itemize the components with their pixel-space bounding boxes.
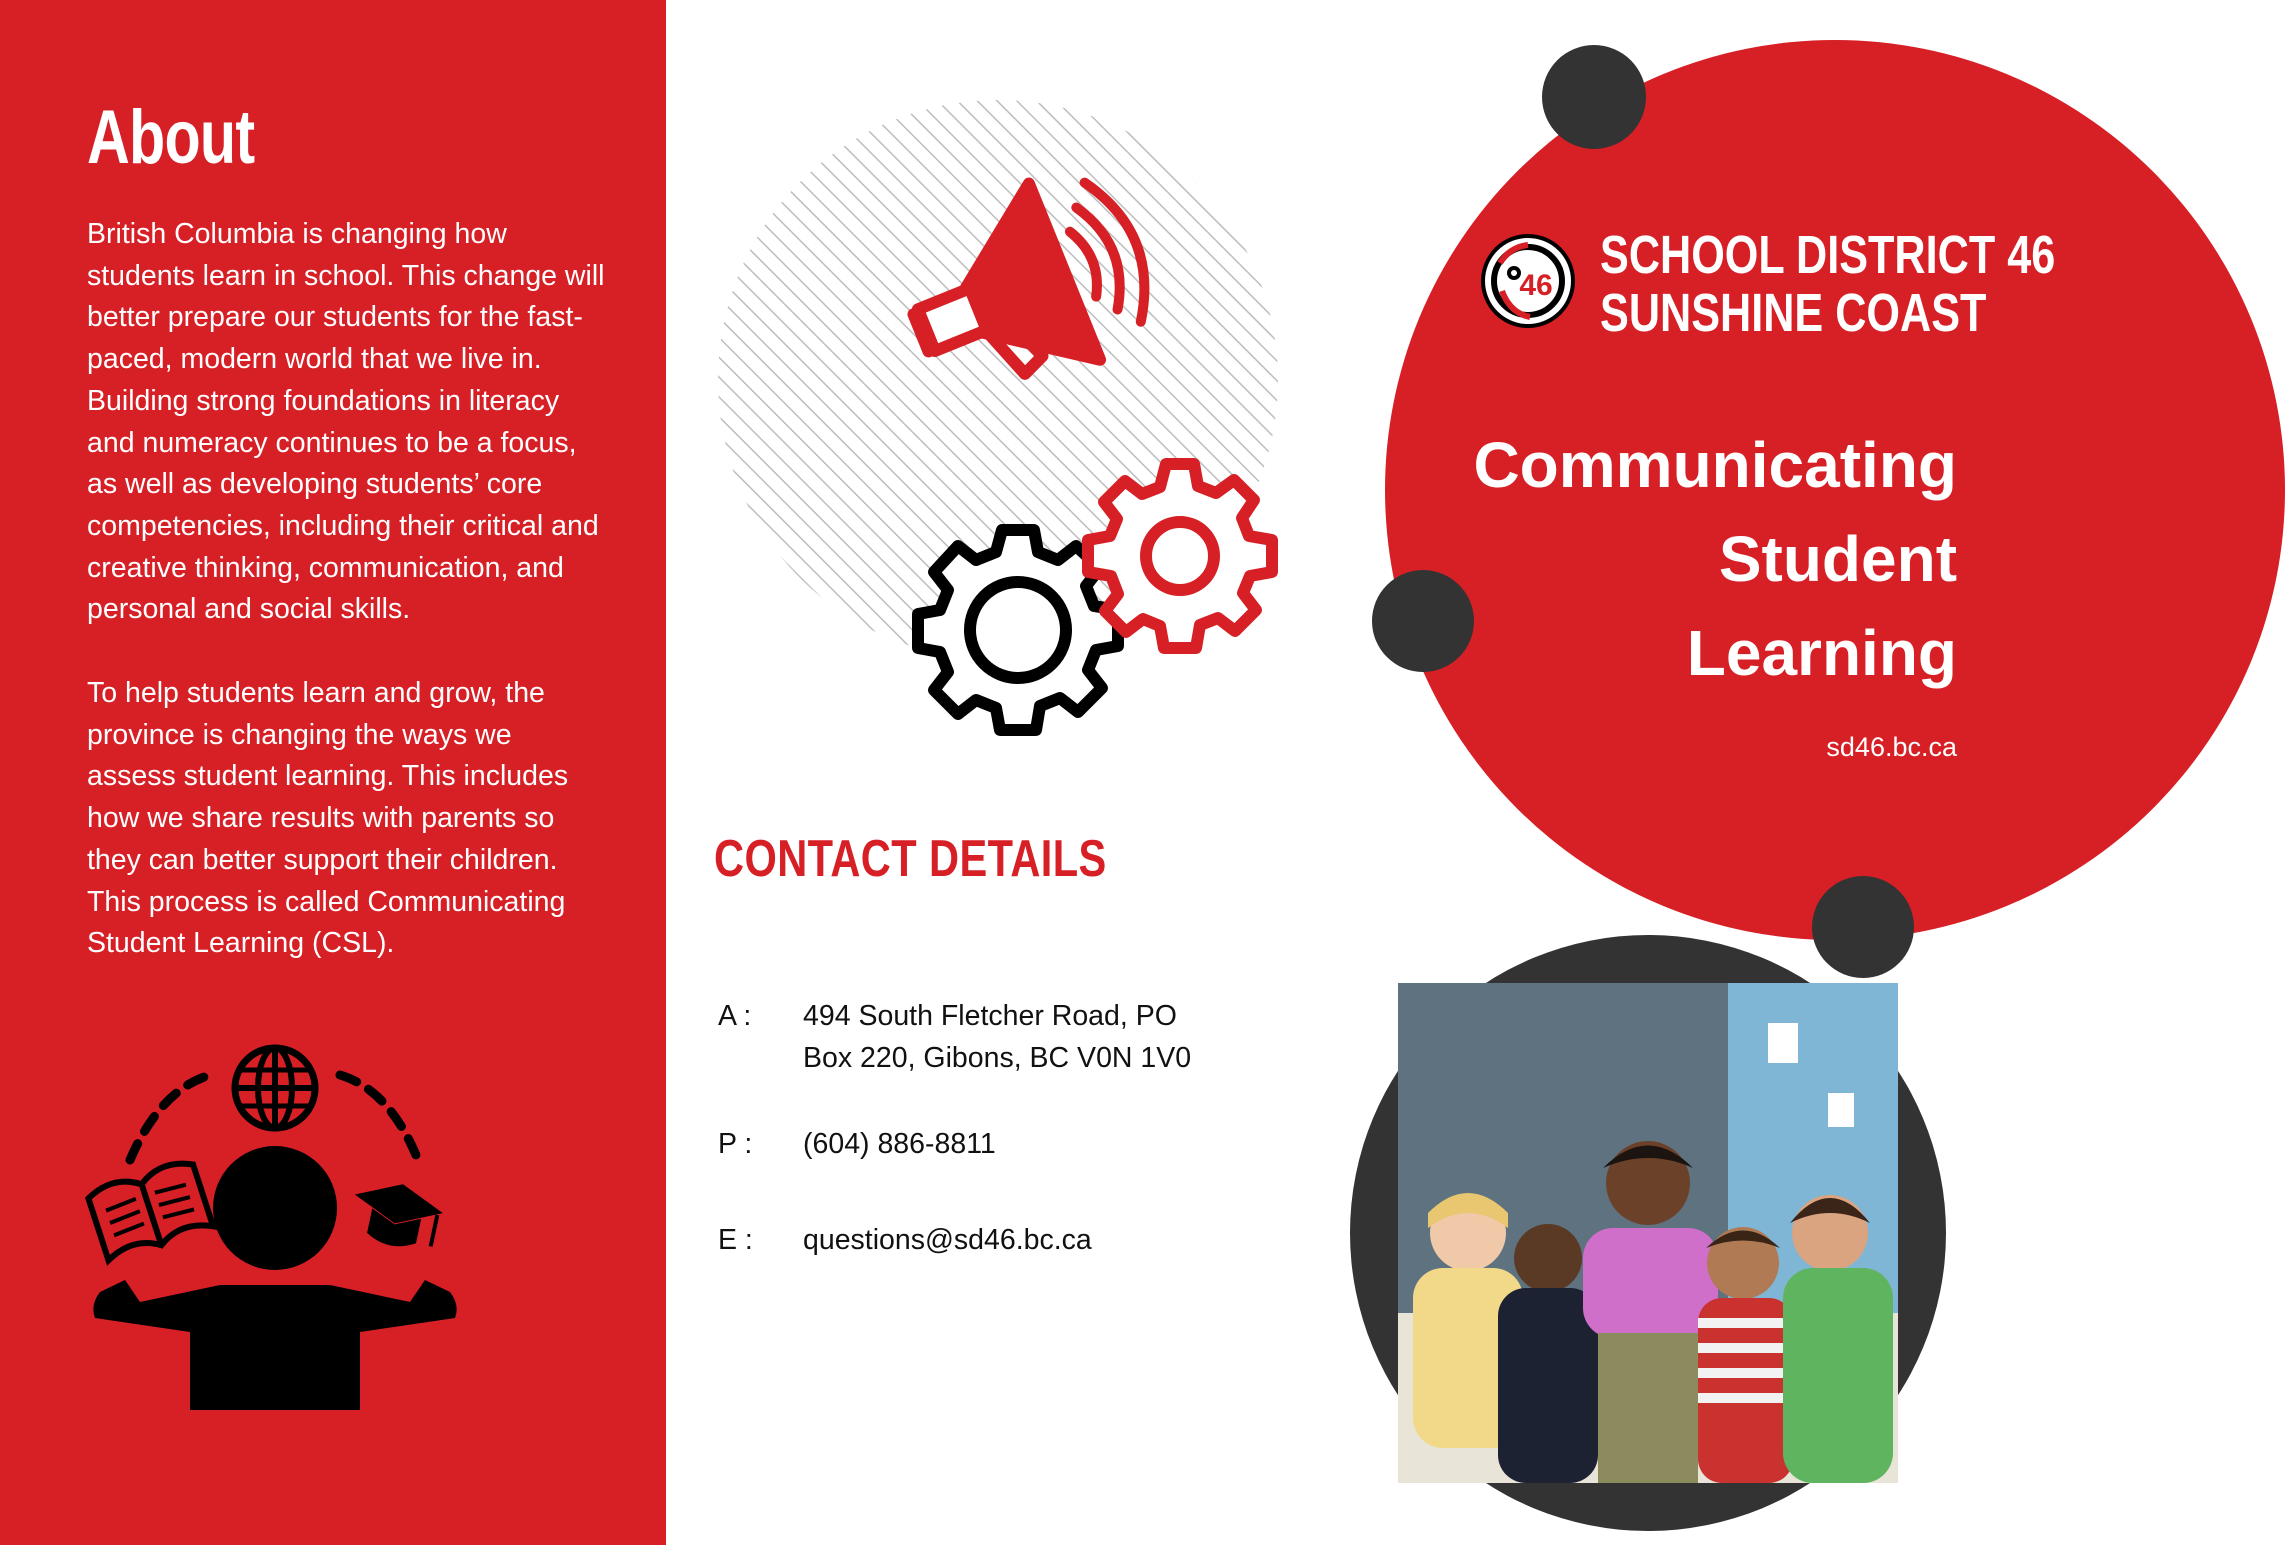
megaphone-icon [900, 155, 1180, 415]
address-line-2: Box 220, Gibons, BC V0N 1V0 [803, 1041, 1192, 1074]
cover-title-line-2: Student [1718, 523, 1957, 595]
cover-title [1473, 418, 1957, 700]
phone-label: P : [718, 1128, 753, 1160]
cover-title-line-3: Learning [1686, 617, 1957, 689]
graduation-cap-icon [346, 1175, 447, 1255]
children-photo [1398, 983, 1898, 1483]
decor-dot [1542, 45, 1646, 149]
cover-title-line-1: Communicating [1473, 429, 1957, 501]
logo-number: 46 [1519, 269, 1553, 302]
phone-value: (604) 886-8811 [803, 1128, 996, 1160]
about-paragraph-2: To help students learn and grow, the province is changing the ways we assess student learning. This includes how we share results with parents so they can better support their children. This process is called Communicating Student Learning (CSL). [87, 677, 569, 960]
decor-dot [1372, 570, 1474, 672]
gears-icon [898, 452, 1288, 772]
address-label: A : [718, 1000, 752, 1032]
district-logo [1480, 233, 1576, 329]
email-label: E : [718, 1224, 753, 1256]
district-name [1600, 226, 2055, 342]
children-photo-illustration [1398, 983, 1898, 1483]
address-line-1: 494 South Fletcher Road, PO [803, 1000, 1177, 1032]
about-paragraph-1: British Columbia is changing how students learn in school. This change will better prepare our students for the fast-paced, modern world that we live in. Building strong foundations in literacy and numeracy continues to be a focus, as well as developing students’ core competencies, including their critical and creative thinking, communication, and personal and social skills. [87, 218, 605, 626]
about-title: About [87, 95, 255, 180]
book-icon [86, 1158, 213, 1262]
email-value[interactable]: questions@sd46.bc.ca [803, 1224, 1092, 1256]
district-name-line-1: SCHOOL DISTRICT 46 [1600, 225, 2056, 285]
globe-icon [235, 1048, 315, 1128]
district-name-line-2: SUNSHINE COAST [1600, 283, 1987, 343]
about-text [87, 214, 607, 1007]
student-learning-icon [80, 1040, 470, 1420]
decor-dot [1812, 876, 1914, 978]
website-url[interactable]: sd46.bc.ca [1826, 732, 1957, 762]
contact-title: CONTACT DETAILS [714, 830, 1107, 888]
